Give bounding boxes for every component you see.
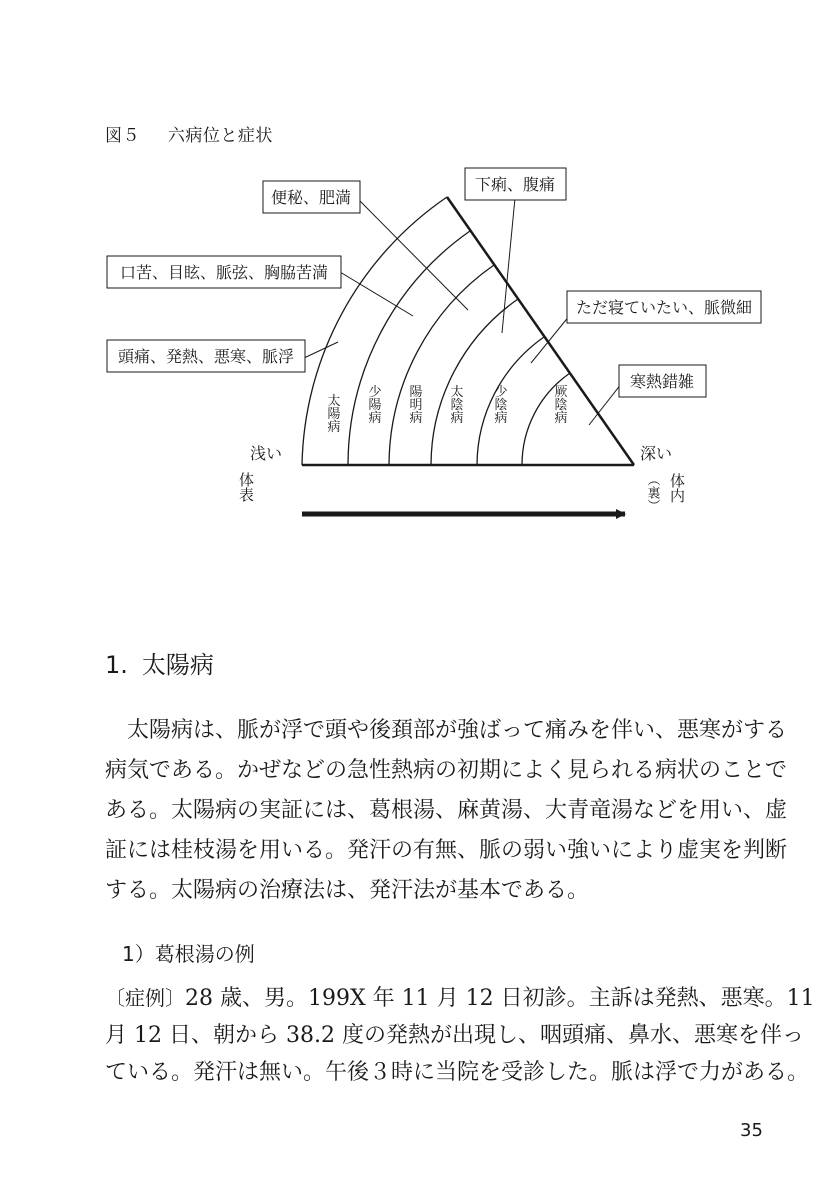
label-body-interior: 体内 xyxy=(668,473,686,503)
figure-number: 図５ xyxy=(105,126,140,146)
six-stages-diagram xyxy=(0,160,830,530)
figure-caption xyxy=(105,121,273,146)
arc-5 xyxy=(477,337,544,465)
leader-constipation xyxy=(357,198,468,310)
box-cold-heat-text: 寒熱錯雑 xyxy=(629,372,695,391)
body-line: する。太陽病の治療法は、発汗法が基本である。 xyxy=(105,878,590,903)
body-line: ある。太陽病の実証には、葛根湯、麻黄湯、大青竜湯などを用い、虚 xyxy=(105,798,788,823)
arc-2 xyxy=(348,231,470,465)
figure-title: 六病位と症状 xyxy=(167,126,273,146)
page-number: 35 xyxy=(740,1120,763,1141)
box-wants-sleep-text: ただ寝ていたい、脈微細 xyxy=(575,298,753,317)
arc-4 xyxy=(431,299,518,465)
label-deep: 深い xyxy=(640,444,673,463)
body-line: 病気である。かぜなどの急性熱病の初期によく見られる病状のことで xyxy=(105,758,788,783)
section-title: 太陽病 xyxy=(141,651,214,679)
case-line xyxy=(105,980,815,1017)
body-paragraph xyxy=(105,711,788,911)
body-line: 太陽病は、脈が浮で頭や後頚部が強ばって痛みを伴い、悪寒がする xyxy=(105,718,788,743)
leader-headache xyxy=(304,342,338,358)
case-line: 月 12 日、朝から 38.2 度の発熱が出現し、咽頭痛、鼻水、悪寒を伴っ xyxy=(105,1023,804,1048)
label-body-surface: 体表 xyxy=(237,472,255,502)
box-constipation-text: 便秘、肥満 xyxy=(270,188,352,207)
body-line: 証には桂枝湯を用いる。発汗の有無、脈の弱い強いにより虚実を判断 xyxy=(105,838,788,863)
section-number: 1. xyxy=(105,651,128,679)
subsection-heading: 1）葛根湯の例 xyxy=(122,942,255,966)
box-headache-text: 頭痛、発熱、悪寒、脈浮 xyxy=(117,347,295,366)
leader-wants-sleep xyxy=(531,315,570,363)
box-bitter-mouth-text: 口苦、目眩、脈弦、胸脇苦満 xyxy=(119,263,329,282)
fan-diagonal-line xyxy=(447,197,634,465)
leader-diarrhea xyxy=(502,198,515,333)
zone-label-taiyo: 太陽病 xyxy=(324,393,340,433)
zone-label-taiin: 太陰病 xyxy=(447,384,463,424)
box-diarrhea-text: 下痢、腹痛 xyxy=(474,175,556,194)
case-label: 〔症例〕 xyxy=(105,986,185,1010)
case-line-text: 28 歳、男。199X 年 11 月 12 日初診。主訴は発熱、悪寒。11 xyxy=(185,986,815,1011)
case-line: ている。発汗は無い。午後３時に当院を受診した。脈は浮で力がある。 xyxy=(105,1060,810,1085)
label-interior-paren: （裏） xyxy=(644,473,660,512)
zone-label-yomei: 陽明病 xyxy=(406,384,422,424)
zone-label-shoin: 少陰病 xyxy=(491,384,507,424)
zone-label-ketsuin: 厥陰病 xyxy=(551,384,567,424)
zone-label-shoyo: 少陽病 xyxy=(365,384,381,424)
label-shallow: 浅い xyxy=(250,444,283,463)
section-heading xyxy=(105,645,214,680)
leader-bitter-mouth xyxy=(340,272,413,316)
case-paragraph xyxy=(105,980,815,1091)
